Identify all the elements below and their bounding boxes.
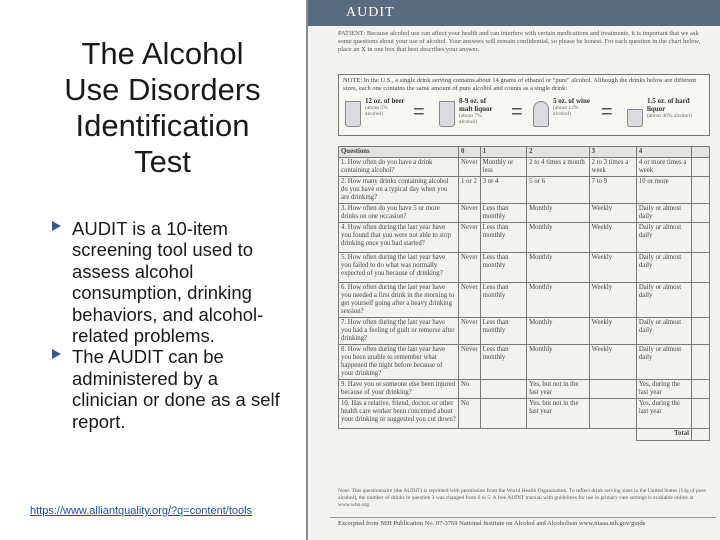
drink-sub: (about 40% alcohol) <box>647 113 692 119</box>
shot-glass-icon <box>627 109 643 127</box>
bullet-text: The AUDIT can be administered by a clinician or done as a self report. <box>72 346 280 432</box>
score-cell[interactable] <box>692 158 710 177</box>
note-text: NOTE: In the U.S., a single drink serving contains about 14 grams of ethanol or "pure" alcohol. Although the drinks below are different sizes, each one contains the same amount of pure alcohol and counts as a single drink: <box>343 77 697 92</box>
score-cell[interactable] <box>692 283 710 318</box>
table-body <box>339 158 710 441</box>
col-header: 4 <box>636 147 691 158</box>
score-cell[interactable] <box>692 253 710 283</box>
drink-label: 1.5 oz. of hard liquor <box>647 97 690 113</box>
answer-cell[interactable]: Monthly <box>527 223 589 253</box>
answer-cell[interactable]: Daily or almost daily <box>636 223 691 253</box>
table-row <box>339 177 710 204</box>
question-cell: 7. How often during the last year have you had a feeling of guilt or remorse after drinking? <box>339 318 459 345</box>
bullet-arrow-icon <box>52 349 61 359</box>
bullet-list <box>48 218 288 432</box>
drink-sub: (about 7% alcohol) <box>459 113 482 125</box>
answer-cell[interactable]: Less than monthly <box>480 345 527 380</box>
question-cell: 9. Have you or someone else been injured because of your drinking? <box>339 380 459 399</box>
answer-cell[interactable]: Never <box>459 283 481 318</box>
total-label: Total <box>636 429 691 441</box>
answer-cell[interactable]: 4 or more times a week <box>636 158 691 177</box>
score-cell[interactable] <box>692 318 710 345</box>
drink-label: 12 oz. of beer <box>365 97 405 105</box>
drink-malt-liquor <box>439 97 493 131</box>
answer-cell[interactable]: Less than monthly <box>480 253 527 283</box>
answer-cell[interactable] <box>589 399 636 429</box>
bullet-arrow-icon <box>52 221 61 231</box>
title-line: The Alcohol <box>81 36 244 71</box>
slide-title <box>20 36 305 180</box>
answer-cell[interactable]: Never <box>459 223 481 253</box>
equals-sign: = <box>601 101 613 123</box>
answer-cell[interactable]: Yes, but not in the last year <box>527 380 589 399</box>
title-line: Test <box>134 144 191 179</box>
col-header <box>692 147 710 158</box>
answer-cell[interactable]: Monthly <box>527 345 589 380</box>
source-link[interactable]: https://www.alliantquality.org/?q=content/tools <box>30 505 253 517</box>
score-cell[interactable] <box>692 399 710 429</box>
answer-cell[interactable]: Weekly <box>589 345 636 380</box>
answer-cell[interactable]: Weekly <box>589 223 636 253</box>
answer-cell[interactable]: Less than monthly <box>480 204 527 223</box>
answer-cell[interactable]: Less than monthly <box>480 223 527 253</box>
answer-cell[interactable]: Weekly <box>589 204 636 223</box>
slide-text-panel <box>0 0 300 540</box>
answer-cell[interactable]: Daily or almost daily <box>636 318 691 345</box>
question-cell: 2. How many drinks containing alcohol do you have on a typical day when you are drinking? <box>339 177 459 204</box>
answer-cell[interactable]: 2 to 3 times a week <box>589 158 636 177</box>
wine-glass-icon <box>533 101 549 127</box>
answer-cell[interactable]: Monthly <box>527 204 589 223</box>
blank-cell <box>459 429 481 441</box>
blank-cell <box>480 429 527 441</box>
answer-cell[interactable]: Monthly <box>527 253 589 283</box>
answer-cell[interactable]: No <box>459 380 481 399</box>
total-score-cell[interactable] <box>692 429 710 441</box>
bullet-item <box>48 218 288 346</box>
answer-cell[interactable]: Never <box>459 345 481 380</box>
question-cell: 5. How often during the last year have you failed to do what was normally expected of you because of drinking? <box>339 253 459 283</box>
question-cell: 10. Has a relative, friend, doctor, or other health care worker been concerned about your drinking or suggested you cut down? <box>339 399 459 429</box>
table-header-row <box>339 147 710 158</box>
title-line: Identification <box>75 108 250 143</box>
drink-liquor <box>627 97 692 131</box>
answer-cell[interactable]: Monthly <box>527 283 589 318</box>
audit-form-image <box>306 0 720 540</box>
col-header: 0 <box>459 147 481 158</box>
question-cell: 6. How often during the last year have you needed a first drink in the morning to get yourself going after a heavy drinking session? <box>339 283 459 318</box>
drink-wine <box>533 97 590 131</box>
score-cell[interactable] <box>692 223 710 253</box>
score-cell[interactable] <box>692 380 710 399</box>
bullet-text: AUDIT is a 10-item screening tool used to assess alcohol consumption, drinking behaviors, and alcohol-related problems. <box>72 218 264 347</box>
answer-cell[interactable]: Yes, during the last year <box>636 380 691 399</box>
blank-cell <box>527 429 589 441</box>
col-header: 3 <box>589 147 636 158</box>
question-cell: 4. How often during the last year have you found that you were not able to stop drinking once you had started? <box>339 223 459 253</box>
drink-beer <box>345 97 405 131</box>
drink-label: 8-9 oz. of malt liquor <box>459 97 493 113</box>
table-row <box>339 318 710 345</box>
answer-cell[interactable]: Daily or almost daily <box>636 345 691 380</box>
answer-cell[interactable]: Daily or almost daily <box>636 204 691 223</box>
answer-cell[interactable]: 5 or 6 <box>527 177 589 204</box>
answer-cell[interactable]: Never <box>459 253 481 283</box>
answer-cell[interactable]: Monthly <box>527 318 589 345</box>
table-row <box>339 283 710 318</box>
table-row <box>339 204 710 223</box>
answer-cell[interactable]: 7 to 9 <box>589 177 636 204</box>
question-cell: 8. How often during the last year have you been unable to remember what happened the night before because of your drinking? <box>339 345 459 380</box>
table-row <box>339 223 710 253</box>
title-line: Use Disorders <box>64 72 261 107</box>
drink-note-box <box>338 74 710 136</box>
beer-glass-icon <box>345 101 361 127</box>
answer-cell[interactable]: Daily or almost daily <box>636 283 691 318</box>
answer-cell[interactable]: Never <box>459 204 481 223</box>
answer-cell[interactable] <box>480 380 527 399</box>
drink-sub: (about 12% alcohol) <box>553 105 579 117</box>
question-cell: 3. How often do you have 5 or more drinks on one occasion? <box>339 204 459 223</box>
answer-cell[interactable]: Yes, but not in the last year <box>527 399 589 429</box>
total-row <box>339 429 710 441</box>
form-footnote: Note: This questionnaire (the AUDIT) is reprinted with permission from the World Health Organization. To reflect drink serving sizes in the United States (14g of pure alcohol), the number of drinks in question 3 was changed from 6 to 5. A free AUDIT manual with guidelines for use in primary care settings is available online at www.who.org. <box>338 488 706 508</box>
bullet-item <box>48 346 288 432</box>
form-header: AUDIT <box>308 0 720 26</box>
answer-cell[interactable] <box>589 380 636 399</box>
answer-cell[interactable]: 2 to 4 times a month <box>527 158 589 177</box>
table-row <box>339 158 710 177</box>
table-row <box>339 399 710 429</box>
equals-sign: = <box>413 101 425 123</box>
drink-label: 5 oz. of wine <box>553 97 590 105</box>
table-row <box>339 253 710 283</box>
score-cell[interactable] <box>692 177 710 204</box>
equals-sign: = <box>511 101 523 123</box>
blank-cell <box>589 429 636 441</box>
form-intro: PATIENT: Because alcohol use can affect your health and can interfere with certain medications and treatments, it is important that we ask some questions about your use of alcohol. Your answers will remain confidential, so please be honest. For each question in the chart below, place an X in one box that best describes your answer. <box>338 30 701 53</box>
table-row <box>339 380 710 399</box>
answer-cell[interactable]: 3 or 4 <box>480 177 527 204</box>
question-cell: 1. How often do you have a drink containing alcohol? <box>339 158 459 177</box>
col-header: Questions <box>339 147 459 158</box>
answer-cell[interactable] <box>480 399 527 429</box>
audit-table <box>338 146 710 441</box>
answer-cell[interactable]: Never <box>459 158 481 177</box>
col-header: 1 <box>480 147 527 158</box>
answer-cell[interactable]: Daily or almost daily <box>636 253 691 283</box>
answer-cell[interactable]: 1 or 2 <box>459 177 481 204</box>
answer-cell[interactable]: Less than monthly <box>480 318 527 345</box>
answer-cell[interactable]: 10 or more <box>636 177 691 204</box>
answer-cell[interactable]: No <box>459 399 481 429</box>
table-row <box>339 345 710 380</box>
malt-glass-icon <box>439 101 455 127</box>
answer-cell[interactable]: Less than monthly <box>480 283 527 318</box>
answer-cell[interactable]: Weekly <box>589 283 636 318</box>
answer-cell[interactable]: Weekly <box>589 318 636 345</box>
drink-sub: (about 5% alcohol) <box>365 105 388 117</box>
score-cell[interactable] <box>692 345 710 380</box>
drink-equivalents <box>343 97 707 133</box>
col-header: 2 <box>527 147 589 158</box>
answer-cell[interactable]: Monthly or less <box>480 158 527 177</box>
answer-cell[interactable]: Yes, during the last year <box>636 399 691 429</box>
answer-cell[interactable]: Weekly <box>589 253 636 283</box>
form-footer: Excerpted from NIH Publication No. 07-3769 National Institute on Alcohol and Alcoholism www.niaaa.nih.gov/guide <box>330 517 716 531</box>
blank-cell <box>339 429 459 441</box>
score-cell[interactable] <box>692 204 710 223</box>
answer-cell[interactable]: Never <box>459 318 481 345</box>
